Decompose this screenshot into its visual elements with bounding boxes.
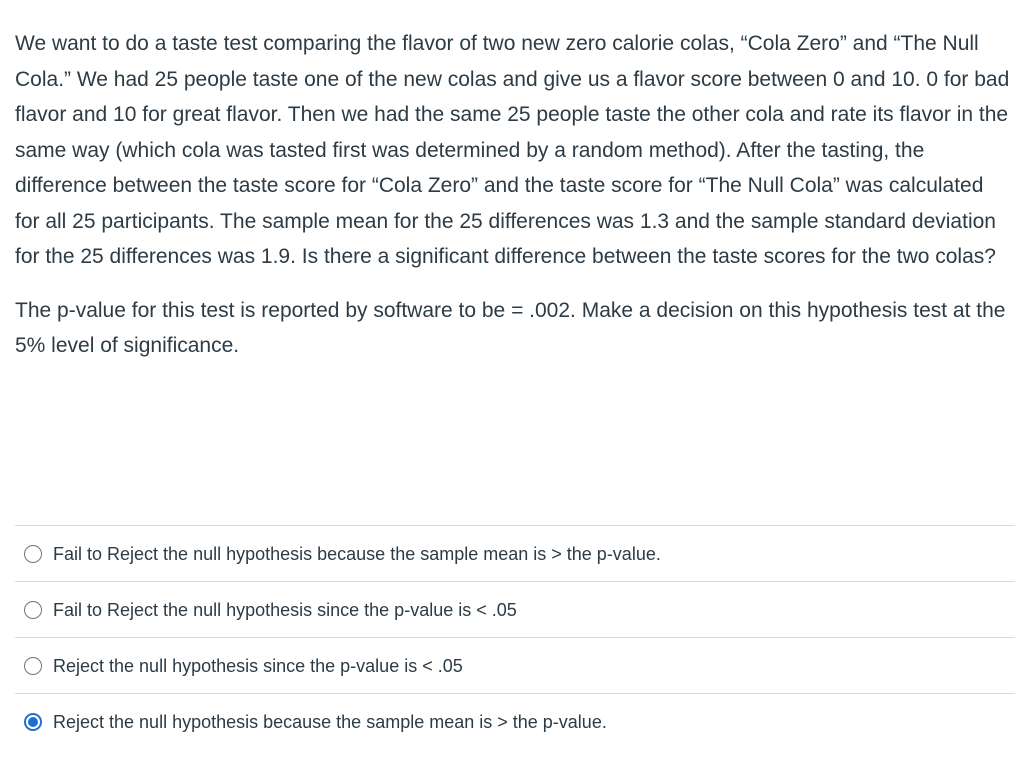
question-paragraph-1: We want to do a taste test comparing the flavor of two new zero calorie colas, “Cola Zero” and “The Null Cola.” We had 25 people taste one of the new colas and give us a flavor score between 0 and 10. 0 for bad flavor and 10 for great flavor. Then we had the same 25 people taste the other cola and rate its flavor in the same way (which cola was tasted first was determined by a random method). After the tasting, the difference between the taste score for “Cola Zero” and the taste score for “The Null Cola” was calculated for all 25 participants. The sample mean for the 25 differences was 1.3 and the sample standard deviation for the 25 differences was 1.9. Is there a significant difference between the taste scores for the two colas? bbox=[15, 32, 1010, 268]
radio-button-selected[interactable] bbox=[24, 713, 42, 731]
answer-label[interactable]: Fail to Reject the null hypothesis since the p-value is < .05 bbox=[53, 599, 517, 620]
answer-option[interactable] bbox=[15, 526, 1015, 582]
answer-label[interactable]: Reject the null hypothesis because the sample mean is > the p-value. bbox=[53, 711, 607, 732]
question-text bbox=[15, 26, 1010, 364]
answer-label[interactable]: Fail to Reject the null hypothesis because the sample mean is > the p-value. bbox=[53, 543, 661, 564]
radio-button-unselected[interactable] bbox=[24, 545, 42, 563]
answer-option[interactable] bbox=[15, 638, 1015, 694]
radio-button-unselected[interactable] bbox=[24, 657, 42, 675]
answer-label[interactable]: Reject the null hypothesis since the p-value is < .05 bbox=[53, 655, 463, 676]
answer-option[interactable] bbox=[15, 582, 1015, 638]
answer-option[interactable] bbox=[15, 694, 1015, 749]
question-paragraph-2: The p-value for this test is reported by software to be = .002. Make a decision on this hypothesis test at the 5% level of significance. bbox=[15, 298, 1006, 357]
answer-list bbox=[15, 525, 1015, 749]
radio-button-unselected[interactable] bbox=[24, 601, 42, 619]
